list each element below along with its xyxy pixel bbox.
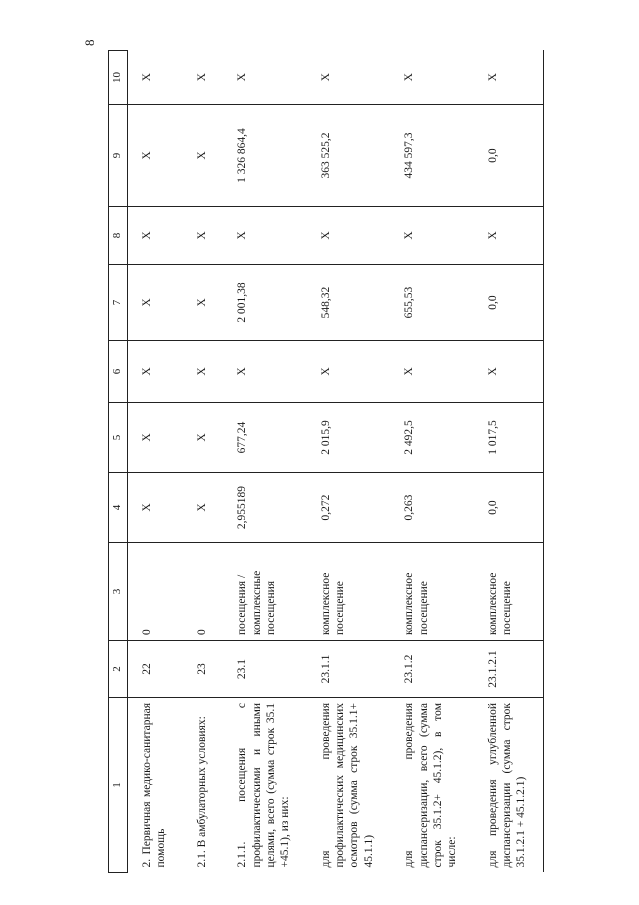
table-cell: комплексное посещение (307, 543, 391, 641)
table-cell: X (403, 73, 416, 82)
table-cell: X (183, 473, 223, 543)
table-cell: комплексное посещение (390, 543, 474, 641)
column-header: 9 (109, 105, 128, 207)
column-header: 1 (109, 698, 128, 873)
table-cell: 1 017,5 (474, 403, 544, 473)
rotated-table-wrapper (108, 51, 528, 873)
table-cell: 23 (183, 641, 223, 698)
table-cell: X (183, 265, 223, 341)
table-cell: 2 492,5 (390, 403, 474, 473)
column-header: 10 (109, 51, 128, 105)
table-cell: X (128, 341, 183, 403)
table-cell: X (195, 73, 208, 82)
table-cell: 23.1.1 (307, 641, 391, 698)
table-row (307, 51, 391, 873)
page-number: 8 (82, 39, 97, 46)
column-header: 7 (109, 265, 128, 341)
table-cell: для проведения диспансеризации, всего (сумма строк 35.1.2+ 45.1.2), в том числе: (390, 698, 474, 873)
table-cell: 0,272 (307, 473, 391, 543)
table-cell: X (390, 341, 474, 403)
table-row (128, 51, 183, 873)
table-cell: 23.1.2 (390, 641, 474, 698)
table-cell: X (474, 51, 544, 105)
table-cell: 0,0 (474, 265, 544, 341)
table-cell: 0 (128, 543, 183, 641)
table-cell: 2,955189 (223, 473, 307, 543)
table-cell: комплексное посещение (474, 543, 544, 641)
table-cell: 22 (128, 641, 183, 698)
table-cell: X (307, 207, 391, 265)
column-header: 8 (109, 207, 128, 265)
table-cell: 2 001,38 (223, 265, 307, 341)
data-table (108, 50, 544, 873)
table-row (474, 51, 544, 873)
table-cell: X (128, 265, 183, 341)
table-cell: 2.1.1. посещения с профилактическими и иными целями, всего (сумма строк 35.1 +45.1), из них: (223, 698, 307, 873)
table-cell: X (141, 73, 153, 82)
table-cell: 1 326 864,4 (223, 105, 307, 207)
table-cell: X (236, 73, 249, 82)
table-cell: X (183, 403, 223, 473)
table-cell: X (390, 207, 474, 265)
table-cell: 23.1.2.1 (474, 641, 544, 698)
table-cell: для проведения углубленной диспансеризации (сумма строк 35.1.2.1 + 45.1.2.1) (474, 698, 544, 873)
table-cell: 0,0 (474, 105, 544, 207)
table-cell: для проведения профилактических медицинских осмотров (сумма строк 35.1.1+ 45.1.1) (307, 698, 391, 873)
table-cell: X (307, 341, 391, 403)
column-header: 2 (109, 641, 128, 698)
table-cell: 655,53 (390, 265, 474, 341)
table-cell: 363 525,2 (307, 105, 391, 207)
table-cell: 2. Первичная медико-санитарная помощь (128, 698, 183, 873)
table-cell: X (183, 207, 223, 265)
table-cell: X (128, 403, 183, 473)
header-row (109, 51, 128, 873)
table-cell: 2.1. В амбулаторных условиях: (183, 698, 223, 873)
table-cell: X (128, 207, 183, 265)
table-cell: X (128, 473, 183, 543)
table-cell: X (183, 341, 223, 403)
table-cell: X (319, 73, 332, 82)
column-header: 5 (109, 403, 128, 473)
column-header: 6 (109, 341, 128, 403)
table-cell: X (223, 207, 307, 265)
table-cell: X (128, 105, 183, 207)
table-cell: 2 015,9 (307, 403, 391, 473)
table-cell: 23.1 (223, 641, 307, 698)
table-cell: посещения / комплексные посещения (223, 543, 307, 641)
table-row (223, 51, 307, 873)
table-cell: X (474, 341, 544, 403)
table-cell: X (183, 105, 223, 207)
table-cell: 0,0 (474, 473, 544, 543)
table-cell: 677,24 (223, 403, 307, 473)
table-cell: 434 597,3 (390, 105, 474, 207)
table-cell: 0 (183, 543, 223, 641)
table-cell: X (223, 341, 307, 403)
column-header: 3 (109, 543, 128, 641)
table-row (183, 51, 223, 873)
column-header: 4 (109, 473, 128, 543)
table-cell: 548,32 (307, 265, 391, 341)
table-row (390, 51, 474, 873)
table-cell: X (474, 207, 544, 265)
table-cell: 0,263 (390, 473, 474, 543)
